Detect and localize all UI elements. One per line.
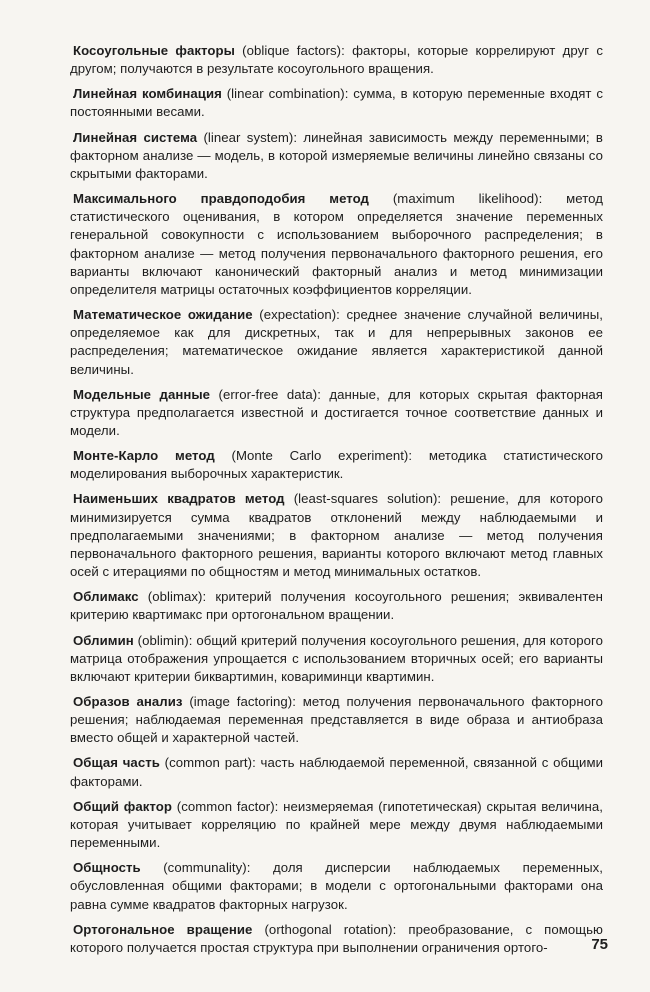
glossary-definition: : факторы, которые коррелируют друг с другом; получаются в результате косоугольного вращения. <box>70 43 603 77</box>
glossary-english-term: (oblimin) <box>133 632 189 648</box>
glossary-english-term: (communality) <box>140 860 247 876</box>
glossary-entry <box>70 798 603 852</box>
glossary-term: Модельные данные <box>73 386 211 402</box>
glossary-term: Линейная система <box>73 129 198 145</box>
glossary-entry <box>70 129 603 183</box>
glossary-term: Общность <box>73 860 141 876</box>
glossary-english-term: (error-free data) <box>210 386 318 402</box>
glossary-entry <box>70 386 603 440</box>
glossary-definition: : неизмеряемая (гипотетическая) скрытая величина, которая учитывает корреляцию по крайней мере между двумя наблюдаемыми переменными. <box>70 798 603 851</box>
glossary-english-term: (orthogonal rotation) <box>252 921 393 937</box>
glossary-definition: : методика статистического моделирования выборочных характеристик. <box>70 448 603 482</box>
glossary-term: Ортогональное вращение <box>73 921 253 937</box>
glossary-entry <box>70 859 603 913</box>
glossary-entries <box>70 42 603 957</box>
glossary-definition: : доля дисперсии наблюдаемых переменных, обусловленная общими факторами; в модели с ортогональными факторами она равна сумме квадратов факторных нагрузок. <box>70 860 603 912</box>
glossary-entry <box>70 693 603 747</box>
glossary-entry <box>70 754 603 790</box>
glossary-entry <box>70 921 603 957</box>
glossary-english-term: (linear system) <box>197 129 294 145</box>
glossary-term: Образов анализ <box>73 694 183 709</box>
glossary-entry <box>70 447 603 483</box>
glossary-english-term: (Monte Carlo experiment) <box>214 448 409 464</box>
glossary-entry <box>70 588 603 624</box>
glossary-term: Косоугольные факторы <box>73 43 235 58</box>
glossary-english-term: (common part) <box>159 755 253 771</box>
glossary-definition: : данные, для которых скрытая факторная структура предполагается известной и достигается точное соответствие данных и модели. <box>70 386 603 438</box>
glossary-term: Общая часть <box>73 755 160 771</box>
glossary-term: Максимального правдоподобия метод <box>73 191 369 207</box>
glossary-definition: : метод получения первоначального факторного решения; наблюдаемая переменная представляется в виде образа и антиобраза вместо общей и характерной частей. <box>70 694 603 746</box>
glossary-term: Облимакс <box>73 589 139 605</box>
glossary-definition: : метод статистического оценивания, в котором определяется значение переменных генеральной совокупности с использованием выборочного распределения; в факторном анализе — метод получения первоначального факторного решения, его варианты включают канонический факторный анализ и метод минимизации определителя матрицы остаточных коэффициентов корреляции. <box>70 191 603 297</box>
page-number: 75 <box>591 936 608 953</box>
glossary-entry <box>70 85 603 121</box>
glossary-definition: : критерий получения косоугольного решения; эквивалентен критерию квартимакс при ортогональном вращении. <box>70 589 604 623</box>
glossary-term: Наименьших квадратов метод <box>73 491 285 507</box>
glossary-definition: : сумма, в которую переменные входят с постоянными весами. <box>70 86 603 120</box>
glossary-term: Линейная комбинация <box>73 86 222 102</box>
glossary-english-term: (least-squares solution) <box>284 491 438 507</box>
glossary-definition: : среднее значение случайной величины, определяемое как для дискретных, так и для непрерывных законов ее распределения; математическое ожидание является характеристикой данной величины. <box>70 307 603 377</box>
glossary-entry <box>70 190 603 299</box>
glossary-english-term: (common factor) <box>171 798 275 814</box>
glossary-english-term: (oblimax) <box>138 589 203 605</box>
glossary-entry <box>70 632 603 686</box>
glossary-definition: : часть наблюдаемой переменной, связанной с общими факторами. <box>70 755 603 789</box>
glossary-english-term: (linear combination) <box>221 86 345 102</box>
glossary-english-term: (image factoring) <box>182 694 293 709</box>
glossary-term: Математическое ожидание <box>73 307 253 323</box>
glossary-english-term: (maximum likelihood) <box>368 191 539 207</box>
glossary-entry <box>70 306 603 379</box>
glossary-english-term: (expectation) <box>252 307 337 323</box>
glossary-definition: : преобразование, с помощью которого получается простая структура при выполнении ограничения ортого- <box>70 921 603 955</box>
glossary-english-term: (oblique factors) <box>234 43 342 58</box>
glossary-term: Облимин <box>73 632 134 648</box>
glossary-entry <box>70 490 603 581</box>
glossary-definition: : общий критерий получения косоугольного решения, для которого матрица отображения упрощается с использованием вторичных осей; его варианты включают критерии биквартимин, ковариминци квартимин. <box>70 632 603 684</box>
glossary-definition: : линейная зависимость между переменными; в факторном анализе — модель, в которой измеряемые величины линейно связаны со скрытыми факторами. <box>70 129 603 181</box>
glossary-term: Общий фактор <box>73 798 172 814</box>
glossary-entry <box>70 42 603 78</box>
glossary-definition: : решение, для которого минимизируется сумма квадратов отклонений между наблюдаемыми и предполагаемыми значениями; в факторном анализе — метод получения первоначального факторного решения, варианты которого включают метод главных осей с итерациями по общностям и метод минимальных остатков. <box>70 491 603 580</box>
glossary-term: Монте-Карло метод <box>73 448 215 464</box>
